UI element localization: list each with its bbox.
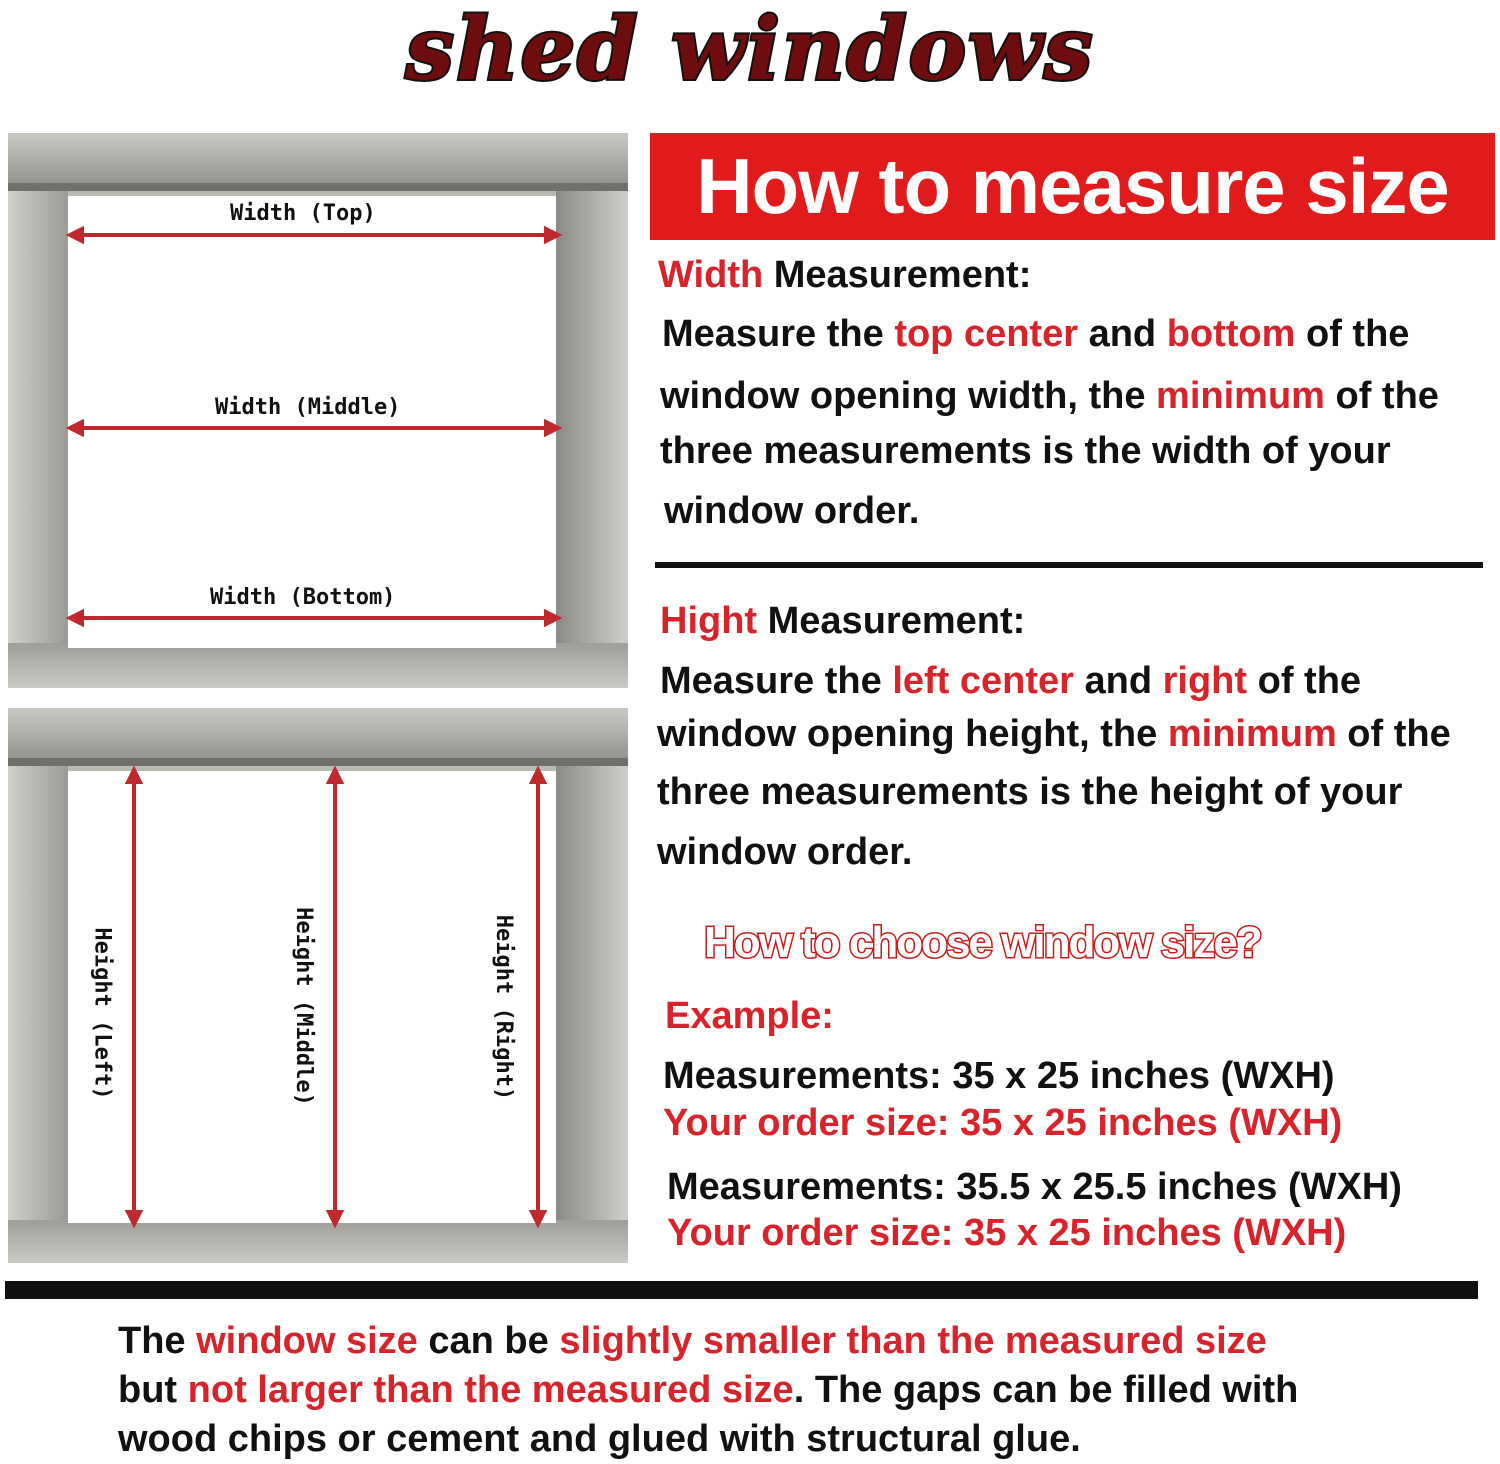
text: Measure the (660, 660, 893, 702)
width-middle-arrow-right (546, 422, 558, 434)
height-right-arrow-bottom (532, 1212, 544, 1224)
height-right-label: Height (Right) (491, 914, 517, 1101)
highlight: window size (196, 1320, 418, 1362)
width-top-label: Width (Top) (230, 201, 376, 226)
width-keyword: Width (658, 254, 764, 296)
example-measurements-2: Measurements: 35.5 x 25.5 inches (WXH) (667, 1166, 1402, 1208)
highlight: not larger than the measured size (187, 1369, 794, 1411)
height-heading-rest: Measurement: (757, 600, 1026, 642)
text: of the (1295, 313, 1410, 355)
width-line-2 (660, 377, 1439, 415)
highlight: minimum (1167, 713, 1337, 755)
text: window opening height, the (657, 713, 1168, 755)
height-heading (660, 602, 1025, 640)
footer-line-1 (118, 1322, 1267, 1360)
width-middle-arrow-left (70, 422, 82, 434)
example-order-size-1: Your order size: 35 x 25 inches (WXH) (663, 1102, 1343, 1144)
width-heading-rest: Measurement: (763, 254, 1032, 296)
text: window opening width, the (660, 375, 1157, 417)
text: Measure the (662, 313, 895, 355)
highlight: minimum (1156, 375, 1325, 417)
text: The (118, 1320, 197, 1362)
width-top-arrow-left (70, 229, 82, 241)
footer-line-3: wood chips or cement and glued with structural glue. (118, 1418, 1081, 1460)
highlight: top center (894, 313, 1079, 355)
height-left-arrow-bottom (128, 1212, 140, 1224)
width-line-1 (662, 315, 1409, 353)
text: . The gaps can be filled with (793, 1369, 1299, 1411)
height-right-arrow-top (532, 770, 544, 782)
height-line-3: three measurements is the height of your (657, 771, 1403, 813)
width-heading (658, 256, 1031, 294)
section-divider (655, 562, 1483, 568)
example-measurements-1: Measurements: 35 x 25 inches (WXH) (663, 1055, 1335, 1097)
measure-banner: How to measure size (650, 133, 1495, 240)
highlight: left center (892, 660, 1074, 702)
footer-divider (5, 1281, 1478, 1299)
width-middle-label: Width (Middle) (215, 395, 401, 420)
text: and (1073, 660, 1163, 702)
height-keyword: Hight (660, 600, 758, 642)
example-order-size-2: Your order size: 35 x 25 inches (WXH) (667, 1212, 1347, 1254)
height-line-4: window order. (657, 831, 913, 873)
text: of the (1324, 375, 1439, 417)
footer-line-2 (118, 1371, 1298, 1409)
highlight: right (1162, 660, 1248, 702)
width-bottom-arrow-left (70, 612, 82, 624)
width-bottom-label: Width (Bottom) (210, 585, 396, 610)
text: of the (1247, 660, 1362, 702)
width-bottom-arrow-right (546, 612, 558, 624)
height-left-arrow-top (128, 770, 140, 782)
height-middle-label: Height (Middle) (290, 907, 316, 1106)
height-left-label: Height (Left) (89, 927, 115, 1100)
text: can be (417, 1320, 560, 1362)
width-line-4: window order. (664, 490, 920, 532)
width-top-arrow-right (546, 229, 558, 241)
height-line-1 (660, 662, 1361, 700)
height-diagram (8, 708, 628, 1263)
highlight: bottom (1166, 313, 1296, 355)
text: and (1078, 313, 1167, 355)
example-label: Example: (665, 995, 834, 1037)
height-line-2 (657, 715, 1451, 753)
page-title: shed windows (405, 0, 1095, 100)
choose-size-title: How to choose window size? (704, 918, 1261, 967)
text: of the (1336, 713, 1451, 755)
height-middle-arrow-bottom (329, 1212, 341, 1224)
text: but (118, 1369, 188, 1411)
width-diagram (8, 133, 628, 688)
highlight: slightly smaller than the measured size (559, 1320, 1267, 1362)
height-middle-arrow-top (329, 770, 341, 782)
width-line-3: three measurements is the width of your (660, 430, 1391, 472)
